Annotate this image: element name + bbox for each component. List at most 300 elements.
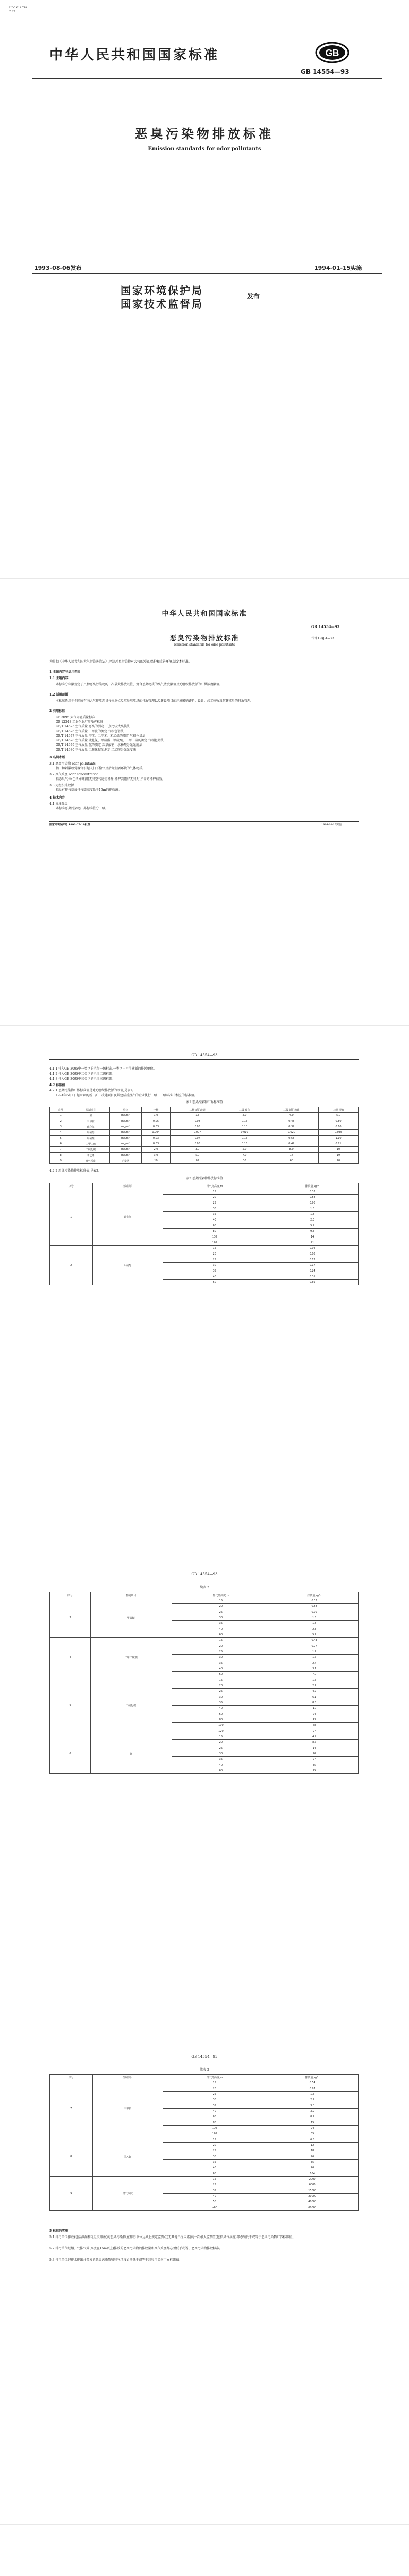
table-cell: 40 — [172, 1626, 270, 1632]
table-cell: 3.1 — [270, 1666, 359, 1672]
table-cell: 0.32 — [264, 1124, 319, 1130]
table-cell: 1.8 — [266, 1212, 359, 1217]
table-cell: 35 — [163, 2188, 266, 2194]
table-cell: 15 — [163, 1246, 266, 1251]
table-cell-no: 9 — [50, 2177, 93, 2211]
table-cell: 0.60 — [319, 1124, 359, 1130]
p1-heading: 1 主题内容与适用范围 — [49, 670, 81, 674]
table-cell: 35 — [172, 1660, 270, 1666]
cover-top-rule — [32, 78, 382, 79]
table-cell: 120 — [163, 1240, 266, 1246]
cover-issuer-suffix: 发布 — [247, 293, 260, 300]
table-header-cell: 三级 新扩改建 — [264, 1107, 319, 1113]
table-cell: 24 — [266, 2126, 359, 2131]
table-cell: 5.0 — [225, 1147, 264, 1153]
p1-heading: 1.2 适用范围 — [49, 693, 69, 697]
table-cell: 0.03 — [142, 1141, 171, 1147]
table-cell: 26 — [266, 2154, 359, 2160]
table-cell: 0.43 — [270, 1638, 359, 1643]
table-cell: 0.15 — [225, 1136, 264, 1141]
table-cell: 0.90 — [270, 1609, 359, 1615]
table-cell: 2.2 — [266, 2097, 359, 2103]
table-header-cell: 控制项目 — [92, 1183, 163, 1189]
p4-cont: 续表 2 — [200, 2068, 209, 2072]
p1-para: 3.2 臭气浓度 odor concentration — [49, 773, 99, 776]
table-cell: 15 — [172, 1677, 270, 1683]
table2-title: 表2 恶臭污染物排放标准值 — [186, 1177, 223, 1180]
table-cell: 25 — [163, 2092, 266, 2097]
table-cell: 20 — [172, 1740, 270, 1745]
p2-para: 4.1.1 排入GB 3095中一类区的执行一级标准,一类区中不得建新的排污单位。 — [49, 1067, 157, 1071]
table-cell: 苯乙烯 — [72, 1153, 109, 1158]
table-cell: 甲硫醇 — [72, 1130, 109, 1136]
p1-para: 指恶臭气体(包括异味)用无臭空气进行稀释,稀释到刚好无臭时,所需的稀释倍数。 — [56, 777, 165, 781]
table-cell: 甲硫醚 — [72, 1136, 109, 1141]
table-cell: 9.3 — [266, 1229, 359, 1234]
table-cell: 20000 — [266, 2194, 359, 2199]
table-cell: 14 — [266, 1234, 359, 1240]
p3-std-no: GB 14554—93 — [191, 1572, 218, 1577]
table-cell: 68 — [270, 1723, 359, 1728]
table-row — [50, 1677, 359, 1683]
table-cell-no: 1 — [50, 1189, 93, 1246]
p2-para: 4.1.2 排入GB 3095中二类区的执行二级标准。 — [49, 1072, 115, 1076]
p2-heading: 4.2 标准值 — [49, 1083, 65, 1087]
table-header-cell: 排气筒高度,m — [163, 1183, 266, 1189]
p1-std-no: GB 14554—93 — [311, 624, 340, 629]
p1-para: 本标准恶臭污染物厂界标准值分三级。 — [56, 807, 109, 810]
page-break — [0, 2524, 409, 2525]
p1-ref: GB 3095 大气环境质量标准 — [56, 716, 95, 719]
table-cell: 30 — [172, 1694, 270, 1700]
table-cell: 1.2 — [270, 1649, 359, 1655]
table-cell: 3 — [50, 1124, 72, 1130]
table-row — [50, 1136, 359, 1141]
table-header-cell: 序号 — [50, 2075, 93, 2080]
table-cell: 15 — [163, 2177, 266, 2182]
table-cell: 0.07 — [170, 1136, 225, 1141]
p1-heading: 2 引用标准 — [49, 709, 65, 713]
table-cell: 2.0 — [142, 1147, 171, 1153]
table-cell: 5 — [50, 1136, 72, 1141]
p1-ref: GB 12348 工业企业厂界噪声标准 — [56, 720, 104, 724]
table-cell: 104 — [266, 2171, 359, 2177]
p4-heading: 5 标准的实施 — [49, 2229, 69, 2233]
table-cell: 30 — [163, 1263, 266, 1268]
table-row — [50, 1130, 359, 1136]
table-cell: 21 — [266, 1240, 359, 1246]
table-cell: 75 — [270, 1768, 359, 1774]
table-cell: 2.3 — [270, 1626, 359, 1632]
table-cell: 11 — [270, 1706, 359, 1711]
table-cell: 0.45 — [264, 1118, 319, 1124]
table-cell: 120 — [172, 1728, 270, 1734]
p1-heading: 1.1 主题内容 — [49, 676, 69, 680]
p1-std-title: 恶臭污染物排放标准 — [169, 635, 240, 642]
table-cell: 0.77 — [270, 1643, 359, 1649]
table-cell: 20 — [172, 1683, 270, 1689]
table-cell: 35 — [163, 1212, 266, 1217]
table-cell: mg/m³ — [109, 1136, 141, 1141]
table-cell: 8.7 — [270, 1740, 359, 1745]
table-cell: 0.13 — [225, 1141, 264, 1147]
table-cell: 6.5 — [266, 2137, 359, 2143]
table-cell: 100 — [163, 1234, 266, 1240]
table-header-cell: 三级 现有 — [319, 1107, 359, 1113]
table-cell: 14 — [270, 1745, 359, 1751]
table-cell: 0.08 — [170, 1118, 225, 1124]
table-cell: 0.55 — [264, 1136, 319, 1141]
table-row — [50, 2137, 359, 2143]
table-cell: 4 — [50, 1130, 72, 1136]
table-cell: 97 — [270, 1728, 359, 1734]
table-header-cell: 序号 — [50, 1183, 93, 1189]
table-row — [50, 1246, 359, 1251]
table-cell: mg/m³ — [109, 1124, 141, 1130]
table-cell: 0.05 — [142, 1118, 171, 1124]
table-cell: 25 — [163, 2182, 266, 2188]
p4-para: 5.3 排污单位经排水排出并散发的恶臭污染物和臭气浓度必须低于或等于恶臭污染物厂界标准值。 — [49, 2258, 182, 2262]
table-cell: 5.0 — [170, 1153, 225, 1158]
table-cell: 24 — [270, 1711, 359, 1717]
table-cell: 35 — [266, 2160, 359, 2165]
table-cell: 120 — [163, 2131, 266, 2137]
table-cell: 30 — [172, 1615, 270, 1621]
table-cell: 14 — [264, 1153, 319, 1158]
table-cell: 25 — [172, 1745, 270, 1751]
table-header-cell: 排放量,kg/h — [266, 1183, 359, 1189]
table-cell: 1.5 — [270, 1677, 359, 1683]
table-cell: 35 — [172, 1621, 270, 1626]
table-cell: 35 — [163, 2103, 266, 2109]
table-cell-item: 硫化氢 — [92, 1189, 163, 1246]
cover-issue-date: 1993-08-06发布 — [34, 265, 82, 272]
p1-footer-right: 1994-01-15实施 — [321, 823, 342, 826]
table-cell: 9 — [50, 1158, 72, 1164]
p1-para: 3.1 恶臭污染物 odor pollutants — [49, 762, 96, 766]
table-cell: 0.15 — [225, 1118, 264, 1124]
table-cell: 6 — [50, 1141, 72, 1147]
table-cell: 0.33 — [266, 1189, 359, 1195]
table-header-row — [50, 2075, 359, 2080]
table-header-cell: 排气筒高度,m — [163, 2075, 266, 2080]
table-cell: 3.9 — [266, 2109, 359, 2114]
table-cell: 43 — [270, 1717, 359, 1723]
table1-title: 表1 恶臭污染物厂界标准值 — [186, 1100, 223, 1104]
gb-logo — [315, 41, 349, 64]
table-cell: 46 — [266, 2165, 359, 2171]
table-cell: mg/m³ — [109, 1130, 141, 1136]
table-cell: 10 — [142, 1158, 171, 1164]
table-cell-no: 3 — [50, 1598, 91, 1638]
table-cell: 60 — [264, 1158, 319, 1164]
cover-bottom-rule — [32, 273, 382, 274]
table-cell: 20 — [163, 1195, 266, 1200]
table-row — [50, 1158, 359, 1164]
table-cell: 20 — [270, 1751, 359, 1757]
table-cell: 三甲胺 — [72, 1118, 109, 1124]
table-row — [50, 1734, 359, 1740]
p1-para: 本标准分年限规定了八种恶臭污染物的一次最大排放限值、复合恶臭物质的臭气浓度限值及无组织排放源的厂界浓度限值。 — [56, 683, 223, 686]
table-cell: 60 — [172, 1711, 270, 1717]
table-cell: 7.0 — [225, 1153, 264, 1158]
table-header-row — [50, 1592, 359, 1598]
table-cell-no: 7 — [50, 2080, 93, 2137]
table-cell: 0.03 — [142, 1136, 171, 1141]
p1-header: 中华人民共和国国家标准 — [162, 610, 247, 618]
table-cell-item: 苯乙烯 — [92, 2137, 163, 2177]
table-cell: 40 — [172, 1706, 270, 1711]
table-2-cont-a — [49, 1592, 359, 1774]
table-2-cont-b — [49, 2074, 359, 2211]
table-cell: 0.90 — [266, 1200, 359, 1206]
table-cell-no: 5 — [50, 1677, 91, 1734]
table-cell: 氨 — [72, 1113, 109, 1118]
table-cell: 25 — [163, 1257, 266, 1263]
table-cell: 0.24 — [266, 1268, 359, 1274]
table-cell: 6000 — [266, 2182, 359, 2188]
table-cell: 0.42 — [264, 1141, 319, 1147]
table-header-cell: 二级 现有 — [225, 1107, 264, 1113]
table-cell-no: 6 — [50, 1734, 91, 1774]
table-cell-item: 甲硫醚 — [90, 1598, 172, 1638]
cover-impl-date: 1994-01-15实施 — [314, 265, 362, 272]
cover-issuer-1: 国家环境保护局 — [121, 284, 203, 297]
table-cell: 50 — [163, 2199, 266, 2205]
table-cell: 20 — [172, 1604, 270, 1609]
table-cell: 4.2 — [270, 1689, 359, 1694]
table-cell: 40 — [163, 1217, 266, 1223]
table-cell: 40000 — [266, 2199, 359, 2205]
table-cell: 1.0 — [142, 1113, 171, 1118]
table-cell: 30 — [163, 2154, 266, 2160]
table-row — [50, 1189, 359, 1195]
cover-national-title: 中华人民共和国国家标准 — [49, 47, 220, 63]
table-1 — [49, 1107, 359, 1164]
table-cell: 60 — [163, 2114, 266, 2120]
table-cell: 100 — [172, 1723, 270, 1728]
p2-para: 4.2.2 恶臭污染物排放标准值,见表2。 — [49, 1169, 101, 1173]
table-cell-item: 臭气浓度 — [92, 2177, 163, 2211]
table-cell: 30 — [172, 1655, 270, 1660]
table-cell: 60 — [163, 1280, 266, 1285]
table-cell: 0.03 — [142, 1124, 171, 1130]
table-row — [50, 1124, 359, 1130]
table-cell: ≥60 — [163, 2205, 266, 2211]
table-cell: 15 — [266, 2120, 359, 2126]
table-cell: 0.17 — [266, 1263, 359, 1268]
table-cell: 7.0 — [270, 1672, 359, 1677]
page-break — [0, 1025, 409, 1026]
table-cell: 1.8 — [270, 1621, 359, 1626]
table-cell: 40 — [172, 1666, 270, 1672]
table-cell: 8 — [50, 1153, 72, 1158]
p1-para: 本标准适用于全国所有向大气排放恶臭气体单位及垃圾堆放场的排放管理以及建设项目的环境影响评价、设计、竣工验收及其建成后的排放管理。 — [56, 699, 254, 703]
table-cell: 15 — [163, 2080, 266, 2086]
table-cell: 0.58 — [266, 1195, 359, 1200]
table-cell: 40 — [163, 2109, 266, 2114]
p2-std-no: GB 14554—93 — [191, 1053, 218, 1057]
table-cell: 30 — [172, 1751, 270, 1757]
table-cell: 35 — [163, 1268, 266, 1274]
table-cell: 0.035 — [319, 1130, 359, 1136]
table-header-cell: 控制项目 — [92, 2075, 163, 2080]
table-cell: 25 — [163, 2148, 266, 2154]
table-row — [50, 1118, 359, 1124]
table-cell: 40 — [163, 2165, 266, 2171]
table-cell-item: 二甲二硫醚 — [90, 1638, 172, 1677]
table-cell: 0.010 — [225, 1130, 264, 1136]
table-cell: 30 — [163, 1206, 266, 1212]
table-cell: 60 — [163, 2171, 266, 2177]
table-cell: 二甲二硫 — [72, 1141, 109, 1147]
table-cell: 二硫化碳 — [72, 1147, 109, 1153]
p2-header-rule — [49, 1059, 359, 1060]
table-cell: 0.12 — [266, 1257, 359, 1263]
p1-ref: GB/T 14675 空气质量 恶臭的测定 三点比较式臭袋法 — [56, 725, 130, 728]
table-cell: mg/m³ — [109, 1118, 141, 1124]
table-cell: 3.0 — [266, 2103, 359, 2109]
table-cell: 5.2 — [266, 1223, 359, 1229]
table-cell: 2.7 — [270, 1683, 359, 1689]
p4-para: 5.1 排污单位排放(包括泄漏和无组织排放)的恶臭污染物,在排污单位边界上规定监测点(无其他干扰因素)的一次最大监测值(包括臭气浓度)都必须低于或等于恶臭污染物厂界标准值。 — [49, 2235, 296, 2239]
table-cell: 0.08 — [266, 1251, 359, 1257]
table-cell: 60 — [172, 1672, 270, 1677]
p1-ref: GB/T 14680 空气质量 二硫化碳的测定 二乙胺分光光度法 — [56, 748, 136, 752]
p1-footer-left: 国家环境保护局 1993-07-19批准 — [49, 823, 90, 826]
table-cell: 8.0 — [264, 1147, 319, 1153]
table-cell: 硫化氢 — [72, 1124, 109, 1130]
cover-std-no: GB 14554—93 — [301, 68, 349, 75]
table-cell: 2 — [50, 1118, 72, 1124]
cover-std-title-en: Emission standards for odor pollutants — [148, 146, 261, 152]
p1-ref: GB/T 14678 空气质量 硫化氢、甲硫醇、甲硫醚、二甲二硫的测定 气相色谱法 — [56, 739, 164, 742]
table-cell: mg/m³ — [109, 1113, 141, 1118]
table-cell: 15 — [172, 1598, 270, 1604]
table-cell: 30 — [225, 1158, 264, 1164]
table-cell: 4.9 — [270, 1734, 359, 1740]
table-cell: 12 — [266, 2143, 359, 2148]
table-cell: 0.06 — [170, 1141, 225, 1147]
table-cell: 60 — [163, 1223, 266, 1229]
table-cell: 60 — [172, 1632, 270, 1638]
table-cell: 1 — [50, 1113, 72, 1118]
table-cell: 2.0 — [225, 1113, 264, 1118]
table-cell: 40 — [163, 2194, 266, 2199]
page-break — [0, 578, 409, 579]
table-cell: 无量纲 — [109, 1158, 141, 1164]
table-cell: 15 — [163, 2137, 266, 2143]
table-cell: 20 — [172, 1643, 270, 1649]
table-cell: 0.007 — [170, 1130, 225, 1136]
table-cell: 18 — [266, 2148, 359, 2154]
table-cell: 40 — [163, 1274, 266, 1280]
p1-footer-rule — [49, 821, 359, 822]
table-header-cell: 单位 — [109, 1107, 141, 1113]
table-cell: 7 — [50, 1147, 72, 1153]
table-cell: 0.58 — [270, 1604, 359, 1609]
cover-issuer-2: 国家技术监督局 — [121, 298, 203, 310]
p2-para: 1994年6月1日起立项的新、扩、改建项目及其建成后投产的企业执行二级、三级标准中相应的标准值。 — [56, 1094, 197, 1097]
table-cell: 0.33 — [270, 1598, 359, 1604]
table-cell: 1.10 — [319, 1136, 359, 1141]
table-cell: 5.0 — [319, 1113, 359, 1118]
table-cell: 6.1 — [270, 1694, 359, 1700]
table-cell: 0.04 — [266, 1246, 359, 1251]
table-row — [50, 2080, 359, 2086]
table-cell: 35 — [270, 1762, 359, 1768]
svg-text:GB: GB — [325, 48, 339, 58]
table-header-cell: 排放量,kg/h — [270, 1592, 359, 1598]
table-cell: 60000 — [266, 2205, 359, 2211]
table-cell: 1.5 — [266, 2092, 359, 2097]
table-cell: 20 — [170, 1158, 225, 1164]
table-cell: 60 — [172, 1768, 270, 1774]
table-cell-item: 甲硫醇 — [92, 1246, 163, 1285]
table-cell: 1.7 — [270, 1655, 359, 1660]
p1-ref: GB/T 14677 空气质量 甲苯、二甲苯、苯乙烯的测定 气相色谱法 — [56, 734, 145, 738]
table-row — [50, 1141, 359, 1147]
cover-class-code: Z 67 — [9, 10, 15, 13]
table-cell: 8.3 — [270, 1700, 359, 1706]
p1-heading: 3 名词术语 — [49, 756, 65, 759]
table-cell: 80 — [172, 1717, 270, 1723]
table-cell: mg/m³ — [109, 1141, 141, 1147]
table-cell: 10 — [319, 1147, 359, 1153]
table-cell: 4.0 — [264, 1113, 319, 1118]
table-cell: 25 — [172, 1649, 270, 1655]
p1-para: 指没有排气筒或排气筒高度低于15m的排放源。 — [56, 788, 122, 792]
table-row — [50, 1638, 359, 1643]
table-cell: 2.4 — [270, 1660, 359, 1666]
table-row — [50, 2177, 359, 2182]
table-row — [50, 1113, 359, 1118]
p3-cont: 续表 2 — [200, 1586, 209, 1589]
table-cell: 1.3 — [270, 1615, 359, 1621]
p1-replace: 代替 GBJ 4—73 — [311, 637, 334, 640]
table-cell: 2.3 — [266, 1217, 359, 1223]
table-cell: 15 — [163, 1189, 266, 1195]
p1-para: 3.3 无组织排放源 — [49, 784, 74, 787]
cover-std-title: 恶臭污染物排放标准 — [135, 127, 274, 141]
p1-para: 4.1 标准分级 — [49, 802, 68, 806]
table-cell: 2000 — [266, 2177, 359, 2182]
table-cell: 8.7 — [266, 2114, 359, 2120]
table-header-cell: 排气筒高度,m — [172, 1592, 270, 1598]
table-cell: 0.06 — [170, 1124, 225, 1130]
table-header-cell: 排放量,kg/h — [266, 2075, 359, 2080]
table-cell: 0.97 — [266, 2086, 359, 2092]
table-header-cell: 二级 新扩改建 — [170, 1107, 225, 1113]
table-header-cell: 序号 — [50, 1107, 72, 1113]
table-cell: 0.80 — [319, 1118, 359, 1124]
table-cell: 35 — [172, 1700, 270, 1706]
p1-para: 指一切刺激嗅觉器官引起人们不愉快及损害生活环境的气体物质。 — [56, 767, 146, 770]
table-cell: 35 — [163, 2160, 266, 2165]
table-cell: 5.2 — [270, 1632, 359, 1638]
p2-para: 4.1.3 排入GB 3095中三类区的执行三级标准。 — [49, 1077, 115, 1081]
p1-para: 为贯彻《中华人民共和国大气污染防治法》,控制恶臭污染物对大气的污染,保护和改善环境,制定本标准。 — [49, 660, 192, 664]
table-2 — [49, 1183, 359, 1285]
table-cell-item: 二硫化碳 — [90, 1677, 172, 1734]
table-cell: 0.004 — [142, 1130, 171, 1136]
table-cell: mg/m³ — [109, 1147, 141, 1153]
table-cell: 19 — [319, 1153, 359, 1158]
table-cell: 20 — [163, 2086, 266, 2092]
table-cell: 15000 — [266, 2188, 359, 2194]
table-cell: 3.0 — [170, 1147, 225, 1153]
table-cell: mg/m³ — [109, 1153, 141, 1158]
